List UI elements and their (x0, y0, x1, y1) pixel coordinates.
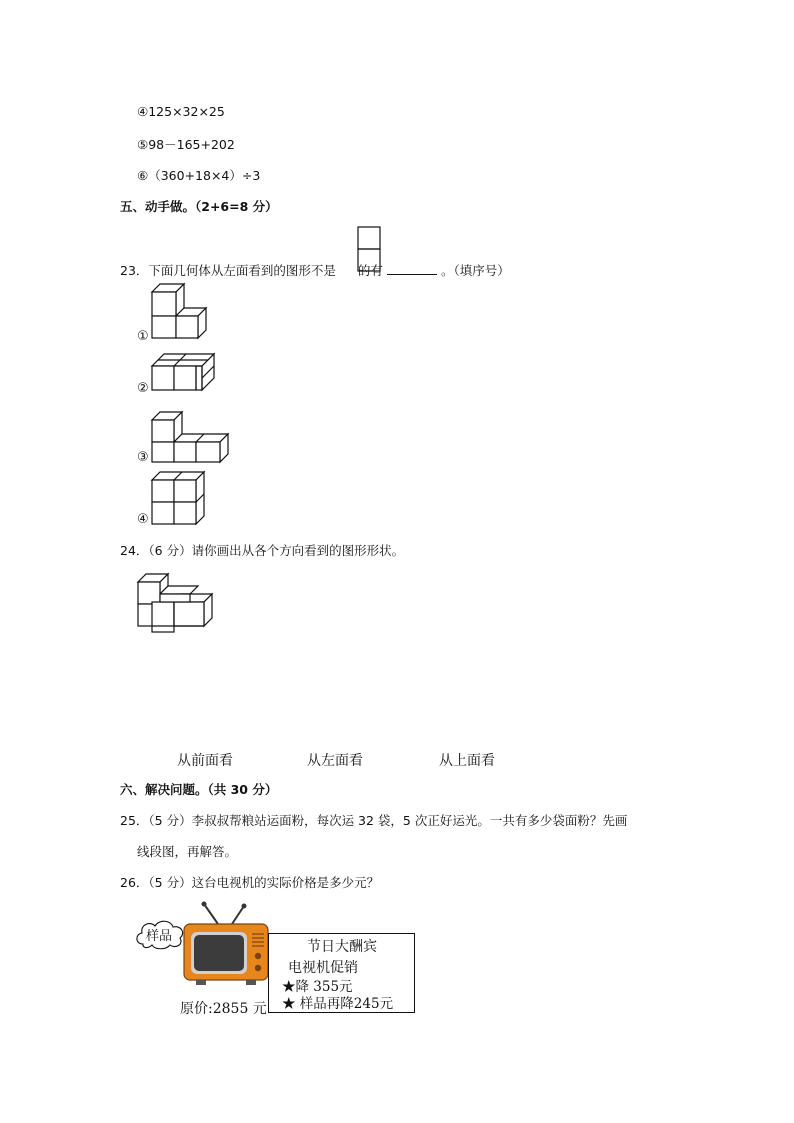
q23-text-end: 。（填序号） (440, 263, 510, 278)
q23-option4-cube-figure (150, 470, 206, 526)
q23-option2-label: ② (137, 381, 149, 396)
q23-option1-cube-figure (150, 282, 210, 342)
q24-question: 24．（6 分）请你画出从各个方向看到的图形形状。 (120, 543, 405, 558)
calc-item-5: ⑤98－165+202 (137, 137, 235, 152)
star-icon: ★ (282, 979, 296, 995)
q23-option1-label: ① (137, 329, 149, 344)
promo-item-2-text: 样品再降245元 (299, 996, 394, 1012)
tv-icon (182, 900, 270, 990)
q25-line2: 线段图，再解答。 (137, 844, 238, 859)
star-icon: ★ (282, 996, 296, 1012)
q23-question (120, 261, 510, 279)
section6-heading: 六、解决问题。（共 30 分） (120, 782, 278, 797)
q26-question: 26．（5 分）这台电视机的实际价格是多少元？ (120, 875, 380, 890)
q24-view-top: 从上面看 (439, 753, 495, 769)
q23-option4-label: ④ (137, 512, 149, 527)
q23-answer-blank[interactable] (387, 264, 437, 275)
promo-item-1-text: 降 355元 (295, 979, 353, 995)
q25-line1: 25．（5 分）李叔叔帮粮站运面粉，每次运 32 袋，5 次正好运光。一共有多少袋面粉？先画 (120, 813, 628, 828)
q24-view-left: 从左面看 (307, 753, 363, 769)
calc-item-6: ⑥（360+18×4）÷3 (137, 168, 261, 183)
promo-item-2 (282, 992, 393, 1012)
original-price: 原价:2855 元 (180, 1001, 267, 1017)
q24-view-front: 从前面看 (177, 753, 233, 769)
promo-title: 节日大酬宾 (307, 939, 377, 955)
q23-text-before: 23．下面几何体从左面看到的图形不是 (120, 263, 336, 278)
section5-heading: 五、动手做。（2+6=8 分） (120, 199, 278, 214)
q23-text-after: 的有 (357, 263, 383, 278)
promo-subtitle: 电视机促销 (288, 960, 358, 976)
q23-option2-cube-figure (150, 352, 218, 394)
q23-two-square-icon (357, 226, 383, 274)
calc-item-4: ④125×32×25 (137, 104, 225, 119)
q23-option3-cube-figure (150, 410, 232, 464)
q23-option3-label: ③ (137, 450, 149, 465)
sample-label: 样品 (146, 929, 173, 944)
q24-cube-figure (136, 572, 218, 636)
